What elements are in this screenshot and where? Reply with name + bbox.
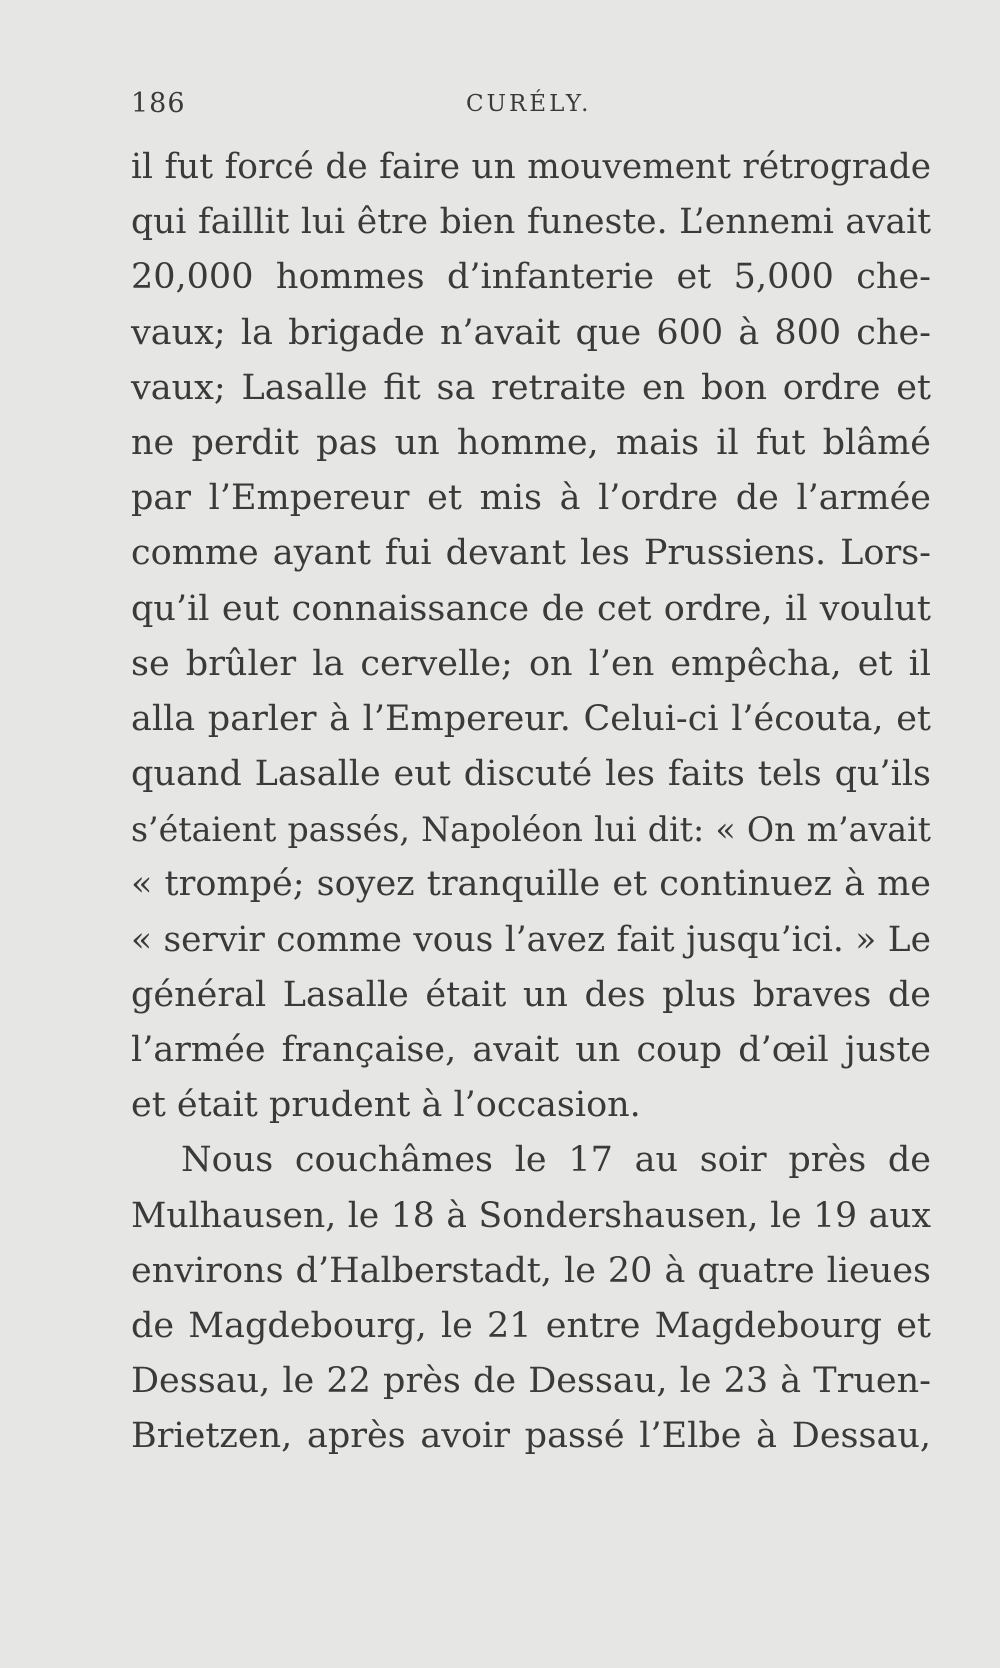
text-line: 20,000 hommes d’infanterie et 5,000 che- xyxy=(131,257,931,298)
text-line: quand Lasalle eut discuté les faits tels qu’ils xyxy=(131,754,931,795)
page-number: 186 xyxy=(131,88,186,119)
text-line: « trompé; soyez tranquille et continuez à me xyxy=(131,864,931,905)
text-line: s’étaient passés, Napoléon lui dit: « On m’avait xyxy=(131,810,931,850)
text-line: par l’Empereur et mis à l’ordre de l’armée xyxy=(131,478,931,519)
text-line: l’armée française, avait un coup d’œil juste xyxy=(131,1030,931,1070)
running-head: CURÉLY. xyxy=(466,91,592,117)
text-line: comme ayant fui devant les Prussiens. Lors- xyxy=(131,533,931,574)
text-line: et était prudent à l’occasion. xyxy=(131,1085,641,1126)
text-line: Nous couchâmes le 17 au soir près de xyxy=(181,1140,931,1181)
text-line: « servir comme vous l’avez fait jusqu’ici. » Le xyxy=(131,919,931,960)
body-text xyxy=(131,140,931,1465)
text-line: Dessau, le 22 près de Dessau, le 23 à Truen- xyxy=(131,1361,931,1402)
page-header xyxy=(131,88,931,128)
text-line: ne perdit pas un homme, mais il fut blâmé xyxy=(131,422,931,463)
text-line: de Magdebourg, le 21 entre Magdebourg et xyxy=(131,1305,931,1346)
text-line: qu’il eut connaissance de cet ordre, il voulut xyxy=(131,588,931,629)
text-line: environs d’Halberstadt, le 20 à quatre lieues xyxy=(131,1250,931,1291)
text-line: alla parler à l’Empereur. Celui-ci l’écouta, et xyxy=(131,698,931,739)
text-line: vaux; Lasalle fit sa retraite en bon ordre et xyxy=(131,367,931,408)
text-line: Brietzen, après avoir passé l’Elbe à Dessau, xyxy=(131,1416,931,1457)
text-line: il fut forcé de faire un mouvement rétrograde xyxy=(131,147,931,187)
text-line: Mulhausen, le 18 à Sondershausen, le 19 aux xyxy=(131,1195,931,1236)
text-line: qui faillit lui être bien funeste. L’ennemi avait xyxy=(131,202,931,243)
text-line: général Lasalle était un des plus braves de xyxy=(131,974,931,1015)
text-line: se brûler la cervelle; on l’en empêcha, et il xyxy=(131,643,931,684)
text-line: vaux; la brigade n’avait que 600 à 800 che- xyxy=(131,312,931,353)
